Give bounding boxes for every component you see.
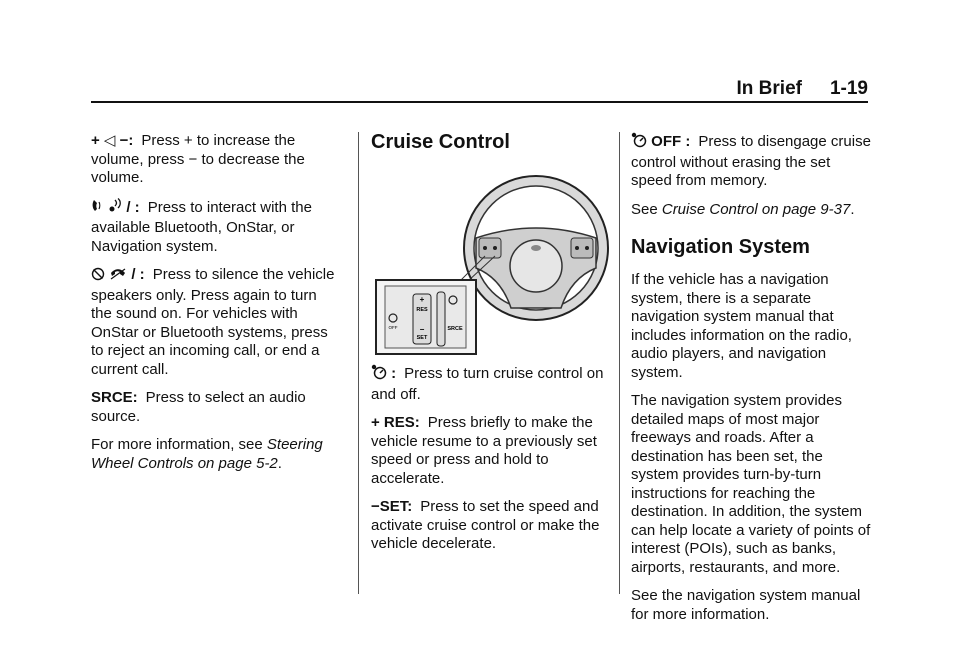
talk-paragraph — [91, 198, 336, 257]
off-term: OFF : — [651, 133, 691, 150]
mute-paragraph — [91, 266, 336, 379]
see-suffix: . — [850, 200, 855, 218]
cruise-control-reference[interactable]: Cruise Control on page 9-37 — [661, 200, 851, 218]
res-text: Press briefly to make the vehicle resume to a previously set speed or press and hold to accelerate. — [371, 414, 597, 487]
srce-term: SRCE: — [91, 389, 138, 406]
navigation-heading: Navigation System — [631, 236, 810, 258]
see-prefix: See — [631, 200, 662, 218]
see-cruise-paragraph — [631, 201, 871, 220]
res-term: + RES: — [371, 414, 420, 431]
cruise-control-heading: Cruise Control — [371, 131, 510, 153]
column-3 — [631, 132, 871, 634]
figure-off-label: OFF — [388, 325, 398, 330]
cruise-onoff-text: Press to turn cruise control on and off. — [371, 365, 604, 403]
column-2 — [371, 132, 611, 592]
off-text: Press to disengage cruise control without erasing the set speed from memory. — [631, 133, 871, 189]
column-divider-2 — [619, 132, 620, 594]
figure-srce-label: SRCE — [447, 326, 463, 332]
more-info-prefix: For more information, see — [91, 436, 267, 453]
cruise-off-icon — [631, 132, 647, 154]
cruise-controls-inset — [376, 280, 476, 354]
svg-text:−: − — [419, 325, 425, 334]
volume-term: + ◁ −: — [91, 132, 134, 149]
mute-term: / : — [131, 266, 145, 283]
end-call-icon — [109, 267, 127, 287]
more-info-suffix: . — [277, 454, 282, 472]
steering-wheel-figure — [371, 168, 611, 358]
set-text: Press to set the speed and activate cruise control or make the vehicle decelerate. — [371, 498, 600, 552]
mute-text: Press to silence the vehicle speakers only. Press again to turn the sound on. For vehicles with OnStar or Bluetooth systems, press to reject an incoming call, or end a current call. — [91, 266, 335, 378]
cancel-paragraph — [631, 132, 871, 191]
svg-text:+: + — [419, 295, 425, 304]
steering-wheel-illustration — [464, 176, 608, 320]
nav-paragraph-3: See the navigation system manual for more information. — [631, 587, 861, 623]
column-1 — [91, 132, 336, 483]
figure-res-label: RES — [416, 307, 428, 313]
set-paragraph — [371, 498, 611, 554]
figure-set-label: SET — [416, 335, 428, 341]
nav-paragraph-1: If the vehicle has a navigation system, there is a separate navigation system manual that includes information on the radio, audio players, and navigation system. — [631, 271, 852, 381]
more-info-paragraph — [91, 436, 336, 473]
cruise-onoff-term: : — [391, 365, 397, 382]
header-rule — [91, 101, 868, 103]
talk-term: / : — [126, 198, 140, 216]
volume-paragraph — [91, 132, 336, 188]
cruise-control-text — [371, 364, 611, 564]
nav-paragraph-2: The navigation system provides detailed maps of most major freeways and roads. After a destination has been set, the system provides turn-by-turn instructions for reaching the destination. In addition, the system can help locate a variety of points of interest (POIs), such as banks, airports, restaurants, and more. — [631, 392, 871, 576]
volume-text: Press + to increase the volume, press − to decrease the volume. — [91, 132, 305, 186]
talk-text: Press to interact with the available Bluetooth, OnStar, or Navigation system. — [91, 198, 312, 255]
res-paragraph — [371, 414, 611, 488]
page-number: 1-19 — [829, 78, 868, 99]
srce-paragraph — [91, 389, 336, 426]
mute-icon — [91, 267, 105, 287]
cruise-control-icon — [371, 364, 387, 386]
page-header — [0, 78, 868, 100]
column-divider-1 — [358, 132, 359, 594]
push-to-talk-icon — [91, 198, 104, 220]
srce-text: Press to select an audio source. — [91, 389, 306, 425]
voice-recognition-icon — [108, 198, 122, 220]
section-title: In Brief — [736, 78, 802, 99]
cruise-onoff-paragraph — [371, 364, 611, 404]
set-term: −SET: — [371, 498, 413, 515]
steering-controls-reference[interactable]: Steering Wheel Controls on page 5-2 — [91, 436, 323, 472]
